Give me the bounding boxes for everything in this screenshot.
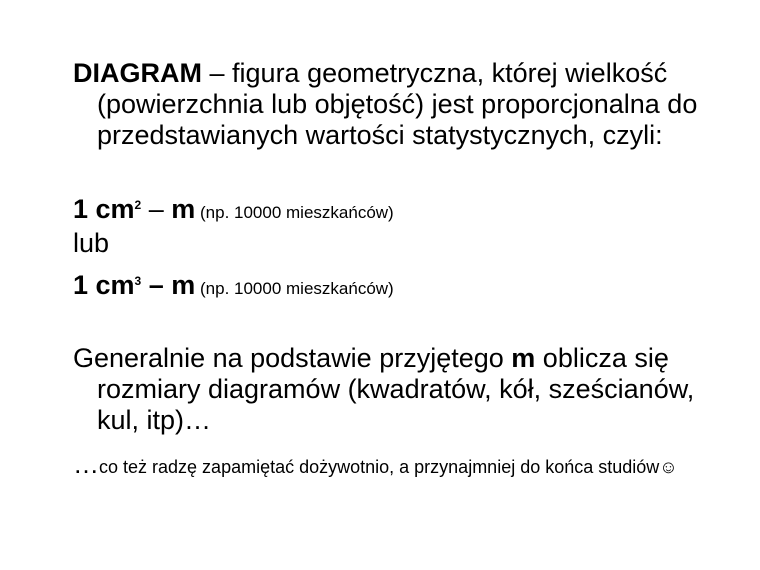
smiley-icon: ☺ <box>659 457 678 477</box>
formula-area-exponent: 2 <box>134 198 142 212</box>
formula-area <box>73 190 713 228</box>
note-ellipsis: … <box>73 449 99 479</box>
formula-area-example: (np. 10000 mieszkańców) <box>195 203 394 222</box>
formula-volume-example: (np. 10000 mieszkańców) <box>195 279 394 298</box>
formula-volume <box>73 266 713 304</box>
note-paragraph <box>73 449 737 479</box>
definition-text: figura geometryczna, której wielkość (powierzchnia lub objętość) jest proporcjonalna do przedstawianych wartości statystycznych, czyli: <box>97 58 698 150</box>
general-after: oblicza się rozmiary diagramów (kwadratów, kół, sześcianów, kul, itp)… <box>97 343 695 435</box>
formula-area-lead: 1 cm <box>73 194 135 224</box>
definition-term: DIAGRAM <box>73 58 202 88</box>
general-var: m <box>511 343 536 373</box>
note-text: co też radzę zapamiętać dożywotnio, a przynajmniej do końca studiów <box>99 457 660 477</box>
formula-volume-dash: – <box>141 270 172 300</box>
formula-area-var: m <box>171 194 196 224</box>
definition-dash: – <box>202 58 233 88</box>
formula-volume-lead: 1 cm <box>73 270 135 300</box>
formula-volume-var: m <box>171 270 196 300</box>
general-before: Generalnie na podstawie przyjętego <box>73 343 512 373</box>
definition-paragraph <box>73 58 737 151</box>
general-paragraph <box>73 343 737 436</box>
formula-area-dash: – <box>141 194 172 224</box>
formula-volume-exponent: 3 <box>134 274 142 288</box>
connector-text: lub <box>73 228 110 258</box>
